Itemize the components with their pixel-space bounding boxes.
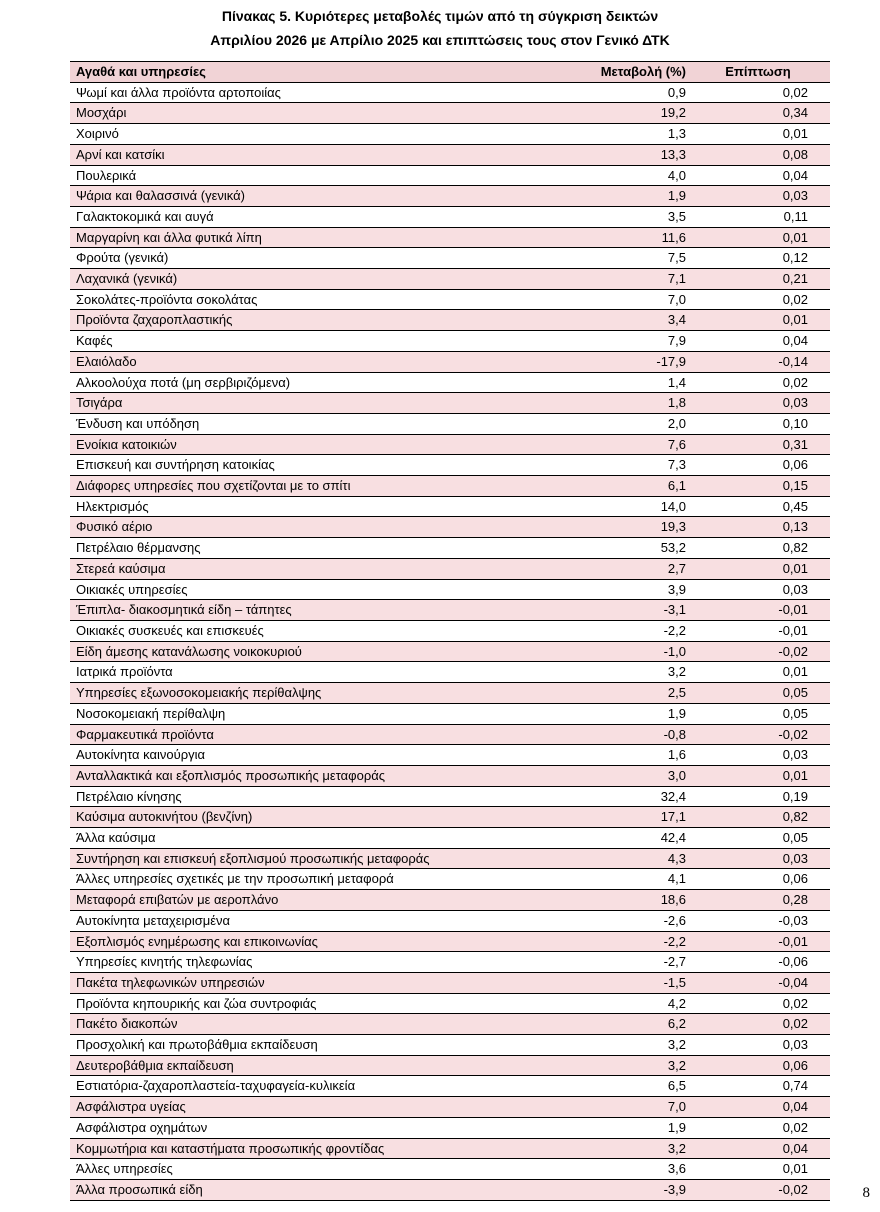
table-row [70, 828, 830, 849]
table-row [70, 683, 830, 704]
table-row [70, 952, 830, 973]
table-cell-item: Άλλες υπηρεσίες [70, 1159, 490, 1180]
table-cell-impact: 0,34 [686, 103, 830, 124]
table-row [70, 703, 830, 724]
table-cell-change: -2,7 [490, 952, 686, 973]
table-cell-impact: 0,05 [686, 683, 830, 704]
table-row [70, 558, 830, 579]
table-cell-item: Φαρμακευτικά προϊόντα [70, 724, 490, 745]
table-cell-change: 1,9 [490, 186, 686, 207]
table-body [70, 82, 830, 1200]
table-cell-item: Προσχολική και πρωτοβάθμια εκπαίδευση [70, 1035, 490, 1056]
table-cell-change: 2,5 [490, 683, 686, 704]
table-cell-impact: 0,01 [686, 310, 830, 331]
table-cell-impact: 0,04 [686, 165, 830, 186]
table-cell-item: Τσιγάρα [70, 393, 490, 414]
table-cell-impact: 0,31 [686, 434, 830, 455]
table-cell-item: Οικιακές συσκευές και επισκευές [70, 620, 490, 641]
table-cell-impact: 0,04 [686, 1097, 830, 1118]
table-cell-impact: 0,11 [686, 206, 830, 227]
table-cell-item: Καφές [70, 331, 490, 352]
table-row [70, 1179, 830, 1200]
table-row [70, 931, 830, 952]
table-cell-impact: 0,01 [686, 558, 830, 579]
table-row [70, 724, 830, 745]
table-cell-item: Ανταλλακτικά και εξοπλισμός προσωπικής μεταφοράς [70, 765, 490, 786]
table-row [70, 476, 830, 497]
table-cell-change: -3,1 [490, 600, 686, 621]
table-cell-item: Ενοίκια κατοικιών [70, 434, 490, 455]
table-row [70, 890, 830, 911]
table-cell-item: Ψωμί και άλλα προϊόντα αρτοποιίας [70, 82, 490, 103]
table-cell-change: -2,2 [490, 620, 686, 641]
table-cell-change: 4,2 [490, 993, 686, 1014]
table-cell-change: 53,2 [490, 538, 686, 559]
table-cell-item: Κομμωτήρια και καταστήματα προσωπικής φροντίδας [70, 1138, 490, 1159]
table-cell-impact: 0,03 [686, 186, 830, 207]
price-changes-table [70, 61, 830, 1201]
table-title-line-1: Πίνακας 5. Κυριότερες μεταβολές τιμών από τη σύγκριση δεικτών [221, 8, 659, 24]
table-cell-item: Μαργαρίνη και άλλα φυτικά λίπη [70, 227, 490, 248]
table-cell-change: 1,4 [490, 372, 686, 393]
table-cell-impact: -0,06 [686, 952, 830, 973]
table-cell-impact: 0,02 [686, 289, 830, 310]
table-cell-change: -0,8 [490, 724, 686, 745]
table-cell-change: 6,5 [490, 1076, 686, 1097]
table-row [70, 1055, 830, 1076]
page-number: 8 [862, 1185, 870, 1201]
table-cell-item: Εξοπλισμός ενημέρωσης και επικοινωνίας [70, 931, 490, 952]
table-cell-impact: 0,13 [686, 517, 830, 538]
table-cell-change: 17,1 [490, 807, 686, 828]
table-cell-impact: 0,21 [686, 269, 830, 290]
table-cell-change: 6,2 [490, 1014, 686, 1035]
table-cell-change: 3,2 [490, 662, 686, 683]
table-row [70, 351, 830, 372]
table-cell-change: 3,6 [490, 1159, 686, 1180]
table-cell-change: 7,3 [490, 455, 686, 476]
table-row [70, 310, 830, 331]
table-row [70, 496, 830, 517]
table-cell-change: 3,5 [490, 206, 686, 227]
table-cell-item: Πακέτο διακοπών [70, 1014, 490, 1035]
table-row [70, 434, 830, 455]
table-row [70, 848, 830, 869]
table-cell-item: Χοιρινό [70, 124, 490, 145]
table-cell-change: 4,0 [490, 165, 686, 186]
table-cell-impact: 0,03 [686, 1035, 830, 1056]
table-cell-impact: 0,74 [686, 1076, 830, 1097]
table-cell-change: 3,0 [490, 765, 686, 786]
table-cell-change: -2,2 [490, 931, 686, 952]
table-cell-impact: 0,05 [686, 703, 830, 724]
table-row [70, 641, 830, 662]
table-cell-impact: -0,04 [686, 972, 830, 993]
table-cell-change: -17,9 [490, 351, 686, 372]
table-cell-impact: 0,10 [686, 413, 830, 434]
table-cell-item: Νοσοκομειακή περίθαλψη [70, 703, 490, 724]
table-cell-impact: -0,01 [686, 600, 830, 621]
table-cell-change: 0,9 [490, 82, 686, 103]
table-cell-impact: -0,01 [686, 931, 830, 952]
table-cell-impact: 0,03 [686, 848, 830, 869]
table-cell-change: 42,4 [490, 828, 686, 849]
table-cell-item: Άλλες υπηρεσίες σχετικές με την προσωπική μεταφορά [70, 869, 490, 890]
table-cell-change: 4,3 [490, 848, 686, 869]
table-cell-change: -3,9 [490, 1179, 686, 1200]
column-header-impact: Επίπτωση [686, 62, 830, 83]
table-cell-item: Διάφορες υπηρεσίες που σχετίζονται με το σπίτι [70, 476, 490, 497]
table-cell-item: Προϊόντα ζαχαροπλαστικής [70, 310, 490, 331]
table-cell-item: Λαχανικά (γενικά) [70, 269, 490, 290]
table-row [70, 124, 830, 145]
table-cell-change: -1,5 [490, 972, 686, 993]
table-cell-impact: 0,28 [686, 890, 830, 911]
table-cell-impact: 0,05 [686, 828, 830, 849]
table-cell-item: Επισκευή και συντήρηση κατοικίας [70, 455, 490, 476]
table-cell-impact: 0,01 [686, 124, 830, 145]
table-cell-change: 11,6 [490, 227, 686, 248]
table-cell-impact: 0,01 [686, 765, 830, 786]
table-cell-impact: 0,03 [686, 745, 830, 766]
table-cell-item: Προϊόντα κηπουρικής και ζώα συντροφιάς [70, 993, 490, 1014]
table-cell-change: 7,9 [490, 331, 686, 352]
table-cell-impact: 0,06 [686, 455, 830, 476]
table-cell-item: Καύσιμα αυτοκινήτου (βενζίνη) [70, 807, 490, 828]
table-row [70, 745, 830, 766]
table-cell-item: Ένδυση και υπόδηση [70, 413, 490, 434]
table-cell-change: 7,5 [490, 248, 686, 269]
table-row [70, 1097, 830, 1118]
table-row [70, 103, 830, 124]
table-cell-item: Εστιατόρια-ζαχαροπλαστεία-ταχυφαγεία-κυλικεία [70, 1076, 490, 1097]
table-cell-change: 1,6 [490, 745, 686, 766]
table-row [70, 765, 830, 786]
table-row [70, 869, 830, 890]
table-cell-change: 7,0 [490, 289, 686, 310]
table-cell-change: 19,3 [490, 517, 686, 538]
table-cell-impact: 0,19 [686, 786, 830, 807]
table-cell-impact: -0,14 [686, 351, 830, 372]
table-cell-impact: 0,03 [686, 579, 830, 600]
table-row [70, 248, 830, 269]
table-cell-item: Ασφάλιστρα οχημάτων [70, 1117, 490, 1138]
table-cell-change: 1,3 [490, 124, 686, 145]
table-cell-change: 3,9 [490, 579, 686, 600]
table-row [70, 786, 830, 807]
table-cell-item: Άλλα καύσιμα [70, 828, 490, 849]
table-row [70, 289, 830, 310]
table-cell-impact: 0,06 [686, 1055, 830, 1076]
table-cell-change: 32,4 [490, 786, 686, 807]
table-cell-impact: 0,02 [686, 372, 830, 393]
table-row [70, 662, 830, 683]
table-cell-impact: 0,03 [686, 393, 830, 414]
table-row [70, 269, 830, 290]
table-cell-change: 6,1 [490, 476, 686, 497]
table-cell-change: 7,0 [490, 1097, 686, 1118]
table-cell-impact: 0,06 [686, 869, 830, 890]
table-row [70, 372, 830, 393]
table-cell-impact: 0,82 [686, 807, 830, 828]
table-cell-change: 13,3 [490, 144, 686, 165]
table-row [70, 579, 830, 600]
table-cell-change: 2,0 [490, 413, 686, 434]
table-row [70, 144, 830, 165]
table-row [70, 186, 830, 207]
table-row [70, 206, 830, 227]
table-row [70, 1138, 830, 1159]
table-row [70, 1035, 830, 1056]
table-row [70, 1076, 830, 1097]
table-row [70, 165, 830, 186]
table-cell-change: 1,8 [490, 393, 686, 414]
table-cell-item: Πακέτα τηλεφωνικών υπηρεσιών [70, 972, 490, 993]
table-header-row [70, 62, 830, 83]
column-header-change-percent: Μεταβολή (%) [490, 62, 686, 83]
table-row [70, 910, 830, 931]
table-cell-impact: 0,02 [686, 1014, 830, 1035]
table-row [70, 227, 830, 248]
table-row [70, 538, 830, 559]
table-cell-item: Μοσχάρι [70, 103, 490, 124]
table-cell-change: 19,2 [490, 103, 686, 124]
table-cell-item: Ασφάλιστρα υγείας [70, 1097, 490, 1118]
table-cell-item: Είδη άμεσης κατανάλωσης νοικοκυριού [70, 641, 490, 662]
table-row [70, 455, 830, 476]
table-cell-item: Άλλα προσωπικά είδη [70, 1179, 490, 1200]
table-cell-impact: 0,12 [686, 248, 830, 269]
table-cell-item: Φρούτα (γενικά) [70, 248, 490, 269]
table-cell-item: Σοκολάτες-προϊόντα σοκολάτας [70, 289, 490, 310]
table-cell-impact: 0,01 [686, 1159, 830, 1180]
table-cell-change: 14,0 [490, 496, 686, 517]
table-cell-item: Φυσικό αέριο [70, 517, 490, 538]
table-row [70, 82, 830, 103]
table-cell-change: -2,6 [490, 910, 686, 931]
table-cell-impact: 0,01 [686, 227, 830, 248]
table-cell-item: Ιατρικά προϊόντα [70, 662, 490, 683]
table-cell-impact: -0,02 [686, 724, 830, 745]
table-row [70, 331, 830, 352]
table-cell-change: 4,1 [490, 869, 686, 890]
table-cell-item: Έπιπλα- διακοσμητικά είδη – τάπητες [70, 600, 490, 621]
table-title-line-2: Απριλίου 2026 με Απρίλιο 2025 και επιπτώσεις τους στον Γενικό ΔΤΚ [210, 32, 670, 48]
table-cell-impact: 0,45 [686, 496, 830, 517]
table-cell-change: 3,2 [490, 1055, 686, 1076]
table-cell-impact: 0,01 [686, 662, 830, 683]
table-cell-change: 3,4 [490, 310, 686, 331]
table-cell-item: Στερεά καύσιμα [70, 558, 490, 579]
table-row [70, 517, 830, 538]
table-cell-change: 7,6 [490, 434, 686, 455]
table-cell-change: 1,9 [490, 703, 686, 724]
table-row [70, 972, 830, 993]
table-cell-impact: -0,02 [686, 641, 830, 662]
table-row [70, 1117, 830, 1138]
table-cell-impact: 0,04 [686, 331, 830, 352]
table-row [70, 600, 830, 621]
table-cell-item: Μεταφορά επιβατών με αεροπλάνο [70, 890, 490, 911]
table-cell-impact: -0,01 [686, 620, 830, 641]
table-cell-change: 1,9 [490, 1117, 686, 1138]
table-row [70, 993, 830, 1014]
table-cell-item: Αλκοολούχα ποτά (μη σερβιριζόμενα) [70, 372, 490, 393]
table-cell-item: Ηλεκτρισμός [70, 496, 490, 517]
table-cell-item: Συντήρηση και επισκευή εξοπλισμού προσωπικής μεταφοράς [70, 848, 490, 869]
table-row [70, 413, 830, 434]
table-cell-item: Δευτεροβάθμια εκπαίδευση [70, 1055, 490, 1076]
table-cell-impact: 0,02 [686, 1117, 830, 1138]
table-row [70, 1014, 830, 1035]
table-cell-change: 3,2 [490, 1035, 686, 1056]
table-cell-item: Πετρέλαιο κίνησης [70, 786, 490, 807]
column-header-goods-services: Αγαθά και υπηρεσίες [70, 62, 490, 83]
table-cell-item: Ελαιόλαδο [70, 351, 490, 372]
table-cell-impact: 0,02 [686, 82, 830, 103]
table-row [70, 620, 830, 641]
table-cell-change: 2,7 [490, 558, 686, 579]
table-cell-change: 18,6 [490, 890, 686, 911]
table-cell-item: Αυτοκίνητα καινούργια [70, 745, 490, 766]
table-cell-impact: 0,15 [686, 476, 830, 497]
table-cell-item: Πετρέλαιο θέρμανσης [70, 538, 490, 559]
table-cell-impact: 0,82 [686, 538, 830, 559]
table-cell-item: Οικιακές υπηρεσίες [70, 579, 490, 600]
table-cell-item: Γαλακτοκομικά και αυγά [70, 206, 490, 227]
table-cell-impact: 0,02 [686, 993, 830, 1014]
table-cell-item: Ψάρια και θαλασσινά (γενικά) [70, 186, 490, 207]
table-cell-item: Υπηρεσίες κινητής τηλεφωνίας [70, 952, 490, 973]
table-cell-change: 3,2 [490, 1138, 686, 1159]
table-cell-impact: -0,02 [686, 1179, 830, 1200]
table-cell-impact: 0,04 [686, 1138, 830, 1159]
table-cell-change: -1,0 [490, 641, 686, 662]
table-row [70, 807, 830, 828]
table-cell-impact: 0,08 [686, 144, 830, 165]
table-cell-change: 7,1 [490, 269, 686, 290]
table-row [70, 393, 830, 414]
table-row [70, 1159, 830, 1180]
table-cell-item: Πουλερικά [70, 165, 490, 186]
table-cell-item: Αυτοκίνητα μεταχειρισμένα [70, 910, 490, 931]
table-cell-impact: -0,03 [686, 910, 830, 931]
table-cell-item: Υπηρεσίες εξωνοσοκομειακής περίθαλψης [70, 683, 490, 704]
table-cell-item: Αρνί και κατσίκι [70, 144, 490, 165]
